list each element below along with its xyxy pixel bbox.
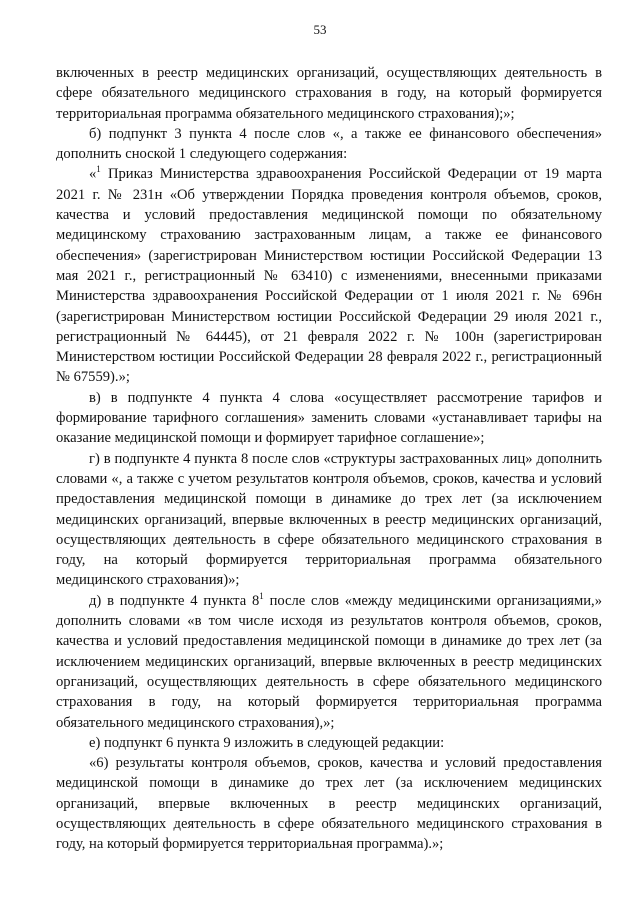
paragraph-text: после слов «между медицинскими организациями,» дополнить словами «в том числе исходя из результатов контроля объемов, сроков, качества и условий предоставления медицинской помощи в динамике до трех лет (за исключением медицинских организаций, впервые включенных в реестр медицинских организаций, осуществляющих деятельность в сфере обязательного медицинского страхования в году, на который формируется территориальная программа обязательного медицинского страхования),»; bbox=[56, 592, 603, 731]
paragraph-text: включенных в реестр медицинских организаций, осуществляющих деятельность в сфере обязательного медицинского страхования в году, на который формируется территориальная программа обязательного медицинского страхования);»; bbox=[56, 65, 602, 122]
paragraph-text: е) подпункт 6 пункта 9 изложить в следующей редакции: bbox=[89, 734, 445, 751]
opening-quote: « bbox=[89, 166, 97, 183]
page-number: 53 bbox=[313, 22, 327, 37]
paragraph-e bbox=[56, 733, 602, 753]
footnote-paragraph bbox=[56, 164, 602, 387]
paragraph-b bbox=[56, 124, 602, 165]
paragraph-v bbox=[56, 388, 602, 449]
footnote-marker: 1 bbox=[96, 164, 101, 175]
paragraph-text: г) в подпункте 4 пункта 8 после слов «структуры застрахованных лиц» дополнить словами «, а также с учетом результатов контроля объемов, сроков, качества и условий предоставления медицинской помощи в динамике до трех лет (за исключением медицинских организаций, впервые включенных в реестр медицинских организаций, осуществляющих деятельность в сфере обязательного медицинского страхования в году, на который формируется территориальная программа обязательного медицинского страхования)»; bbox=[56, 450, 602, 589]
paragraph-text: в) в подпункте 4 пункта 4 слова «осуществляет рассмотрение тарифов и формирование тарифного соглашения» заменить словами «устанавливает тарифы на оказание медицинской помощи и формирует тарифное соглашение»; bbox=[56, 389, 602, 447]
paragraph-d bbox=[56, 591, 602, 733]
paragraph-quote bbox=[56, 753, 602, 854]
paragraph-text: «6) результаты контроля объемов, сроков, качества и условий предоставления медицинской помощи в динамике до трех лет (за исключением медицинских организаций, впервые включенных в реестр медицинских организаций, осуществляющих деятельность в сфере обязательного медицинского страхования в году, на который формируется территориальная программа).»; bbox=[56, 755, 602, 853]
paragraph-continuation bbox=[56, 63, 602, 124]
paragraph-text: Приказ Министерства здравоохранения Российской Федерации от 19 марта 2021 г. № 231н «Об утверждении Порядка проведения контроля объемов, сроков, качества и условий предоставления медицинской помощи по обязательному медицинскому страхованию застрахованным лицам, а также ее финансового обеспечения» (зарегистрирован Министерством юстиции Российской Федерации 13 мая 2021 г., регистрационный № 63410) с изменениями, внесенными приказами Министерства здравоохранения Российской Федерации от 1 июля 2021 г. № 696н (зарегистрирован Министерством юстиции Российской Федерации 29 июля 2021 г., регистрационный № 64445), от 21 февраля 2022 г. № 100н (зарегистрирован Министерством юстиции Российской Федерации 28 февраля 2022 г., регистрационный № 67559).»; bbox=[56, 166, 602, 386]
paragraph-g bbox=[56, 449, 602, 591]
paragraph-text: б) подпункт 3 пункта 4 после слов «, а также ее финансового обеспечения» дополнить сноской 1 следующего содержания: bbox=[56, 125, 602, 163]
document-body bbox=[56, 63, 602, 855]
superscript-marker: 1 bbox=[259, 590, 264, 601]
paragraph-prefix: д) в подпункте 4 пункта 8 bbox=[89, 592, 260, 609]
